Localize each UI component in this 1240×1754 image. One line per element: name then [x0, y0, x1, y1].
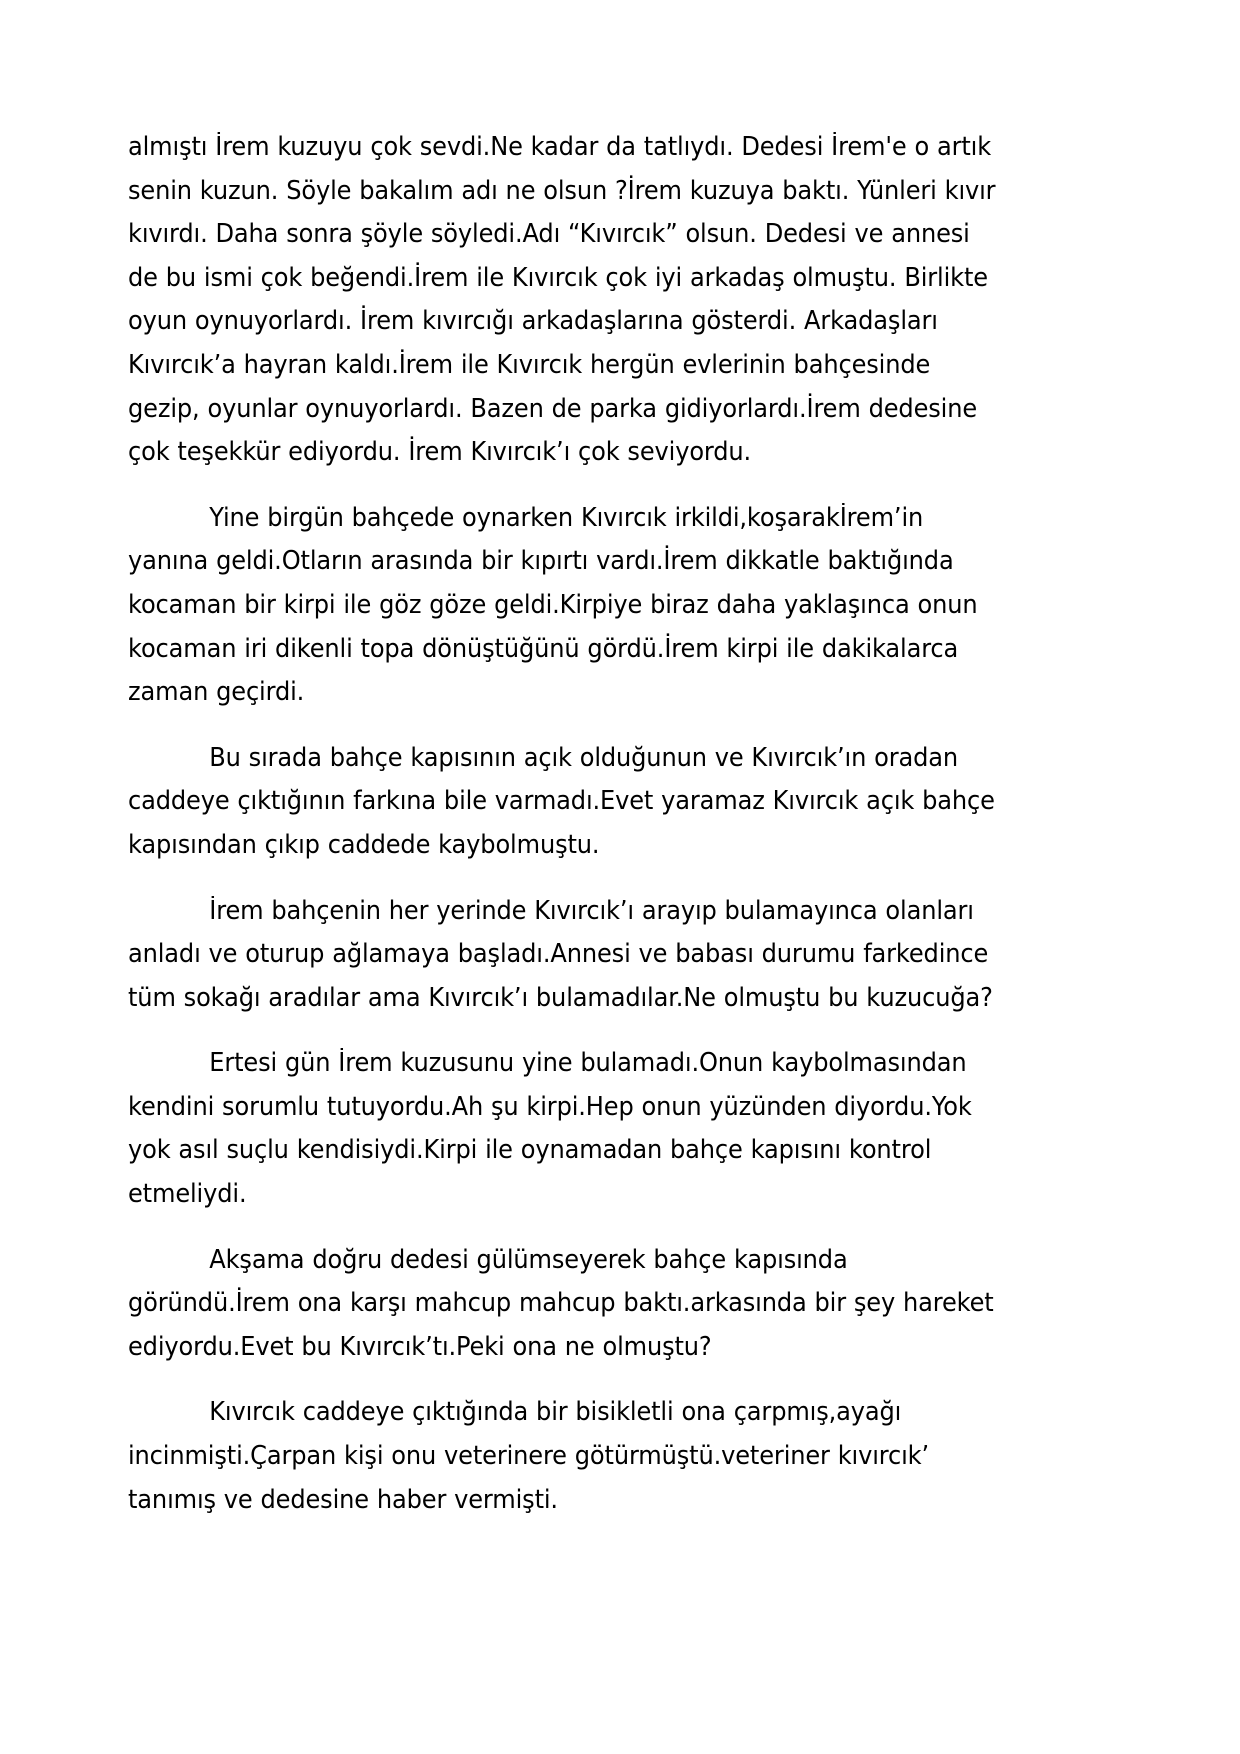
document-text-body: [128, 126, 1003, 1522]
paragraph-6: Akşama doğru dedesi gülümseyerek bahçe kapısında göründü.İrem ona karşı mahcup mahcup baktı.arkasında bir şey hareket ediyordu.Evet bu Kıvırcık’tı.Peki ona ne olmuştu?: [128, 1244, 994, 1362]
paragraph-5: Ertesi gün İrem kuzusunu yine bulamadı.Onun kaybolmasından kendini sorumlu tutuyordu.Ah şu kirpi.Hep onun yüzünden diyordu.Yok yok asıl suçlu kendisiydi.Kirpi ile oynamadan bahçe kapısını kontrol etmeliydi.: [128, 1048, 972, 1210]
paragraph-1: almıştı İrem kuzuyu çok sevdi.Ne kadar da tatlıydı. Dedesi İrem'e o artık senin kuzun. Söyle bakalım adı ne olsun ?İrem kuzuya baktı. Yünleri kıvır kıvırdı. Daha sonra şöyle söyledi.Adı “Kıvırcık” olsun. Dedesi ve annesi de bu ismi çok beğendi.İrem ile Kıvırcık çok iyi arkadaş olmuştu. Birlikte oyun oynuyorlardı. İrem kıvırcığı arkadaşlarına gösterdi. Arkadaşları Kıvırcık’a hayran kaldı.İrem ile Kıvırcık hergün evlerinin bahçesinde gezip, oyunlar oynuyorlardı. Bazen de parka gidiyorlardı.İrem dedesine çok teşekkür ediyordu. İrem Kıvırcık’ı çok seviyordu.: [128, 132, 996, 468]
paragraph-2: Yine birgün bahçede oynarken Kıvırcık irkildi,koşarakİrem’in yanına geldi.Otların arasında bir kıpırtı vardı.İrem dikkatle baktığında kocaman bir kirpi ile göz göze geldi.Kirpiye biraz daha yaklaşınca onun kocaman iri dikenli topa dönüştüğünü gördü.İrem kirpi ile dakikalarca zaman geçirdi.: [128, 502, 978, 708]
paragraph-4: İrem bahçenin her yerinde Kıvırcık’ı arayıp bulamayınca olanları anladı ve oturup ağlamaya başladı.Annesi ve babası durumu farkedince tüm sokağı aradılar ama Kıvırcık’ı bulamadılar.Ne olmuştu bu kuzucuğa?: [128, 895, 993, 1013]
paragraph-3: Bu sırada bahçe kapısının açık olduğunun ve Kıvırcık’ın oradan caddeye çıktığının farkına bile varmadı.Evet yaramaz Kıvırcık açık bahçe kapısından çıkıp caddede kaybolmuştu.: [128, 742, 995, 860]
paragraph-7: Kıvırcık caddeye çıktığında bir bisikletli ona çarpmış,ayağı incinmişti.Çarpan kişi onu veterinere götürmüştü.veteriner kıvırcık’ tanımış ve dedesine haber vermişti.: [128, 1397, 929, 1515]
